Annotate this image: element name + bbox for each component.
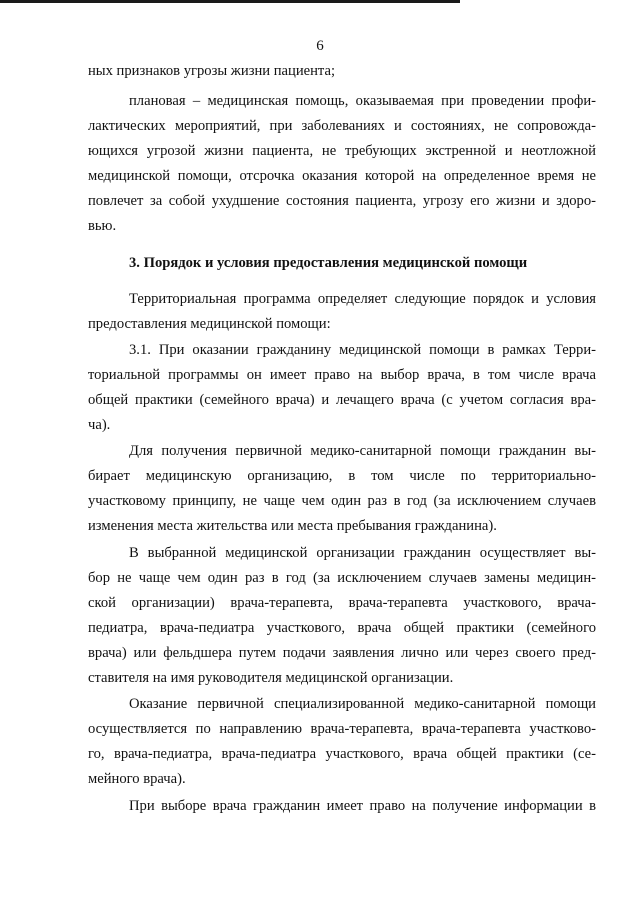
text-line: 3.1. При оказании гражданину медицинской помощи в рамках Терри- bbox=[129, 342, 596, 358]
text-line: предоставления медицинской помощи: bbox=[88, 316, 331, 332]
text-line: При выборе врача гражданин имеет право на получение информации в bbox=[129, 798, 596, 814]
text-line: лактических мероприятий, при заболеваниях и состояниях, не сопровожда- bbox=[88, 118, 596, 134]
text-line: изменения места жительства или места пребывания гражданина). bbox=[88, 518, 497, 534]
text-line: плановая – медицинская помощь, оказываемая при проведении профи- bbox=[129, 93, 596, 109]
text-line: осуществляется по направлению врача-терапевта, врача-терапевта участково- bbox=[88, 721, 596, 737]
text-line: врача) или фельдшера путем подачи заявления лично или через своего пред- bbox=[88, 645, 596, 661]
text-line: ториальной программы он имеет право на выбор врача, в том числе врача bbox=[88, 367, 596, 383]
text-line: общей практики (семейного врача) и лечащего врача (с учетом согласия вра- bbox=[88, 392, 596, 408]
text-line: ча). bbox=[88, 417, 111, 433]
text-line: вью. bbox=[88, 218, 117, 234]
text-line: Оказание первичной специализированной медико-санитарной помощи bbox=[129, 696, 596, 712]
text-line: бирает медицинскую организацию, в том числе по территориально- bbox=[88, 468, 596, 484]
section-heading: 3. Порядок и условия предоставления медицинской помощи bbox=[129, 255, 528, 271]
text-line: участковому принципу, не чаще чем один раз в год (за исключением случаев bbox=[88, 493, 596, 509]
page-number: 6 bbox=[316, 38, 324, 54]
text-line: В выбранной медицинской организации гражданин осуществляет вы- bbox=[129, 545, 596, 561]
text-line: ющихся угрозой жизни пациента, не требующих экстренной и неотложной bbox=[88, 143, 596, 159]
text-line: педиатра, врача-педиатра участкового, врача общей практики (семейного bbox=[88, 620, 596, 636]
text-line: го, врача-педиатра, врача-педиатра участкового, врача общей практики (се- bbox=[88, 746, 596, 762]
text-line: ных признаков угрозы жизни пациента; bbox=[88, 63, 336, 79]
text-line: ской организации) врача-терапевта, врача-терапевта участкового, врача- bbox=[88, 595, 596, 611]
text-line: повлечет за собой ухудшение состояния пациента, угрозу его жизни и здоро- bbox=[88, 193, 596, 209]
text-line: Для получения первичной медико-санитарной помощи гражданин вы- bbox=[129, 443, 596, 459]
text-line: медицинской помощи, отсрочка оказания которой на определенное время не bbox=[88, 168, 596, 184]
text-line: Территориальная программа определяет следующие порядок и условия bbox=[129, 291, 596, 307]
text-line: ставителя на имя руководителя медицинской организации. bbox=[88, 670, 454, 686]
text-line: бор не чаще чем один раз в год (за исключением случаев замены медицин- bbox=[88, 570, 596, 586]
text-line: мейного врача). bbox=[88, 771, 186, 787]
scan-top-rule bbox=[0, 0, 460, 3]
